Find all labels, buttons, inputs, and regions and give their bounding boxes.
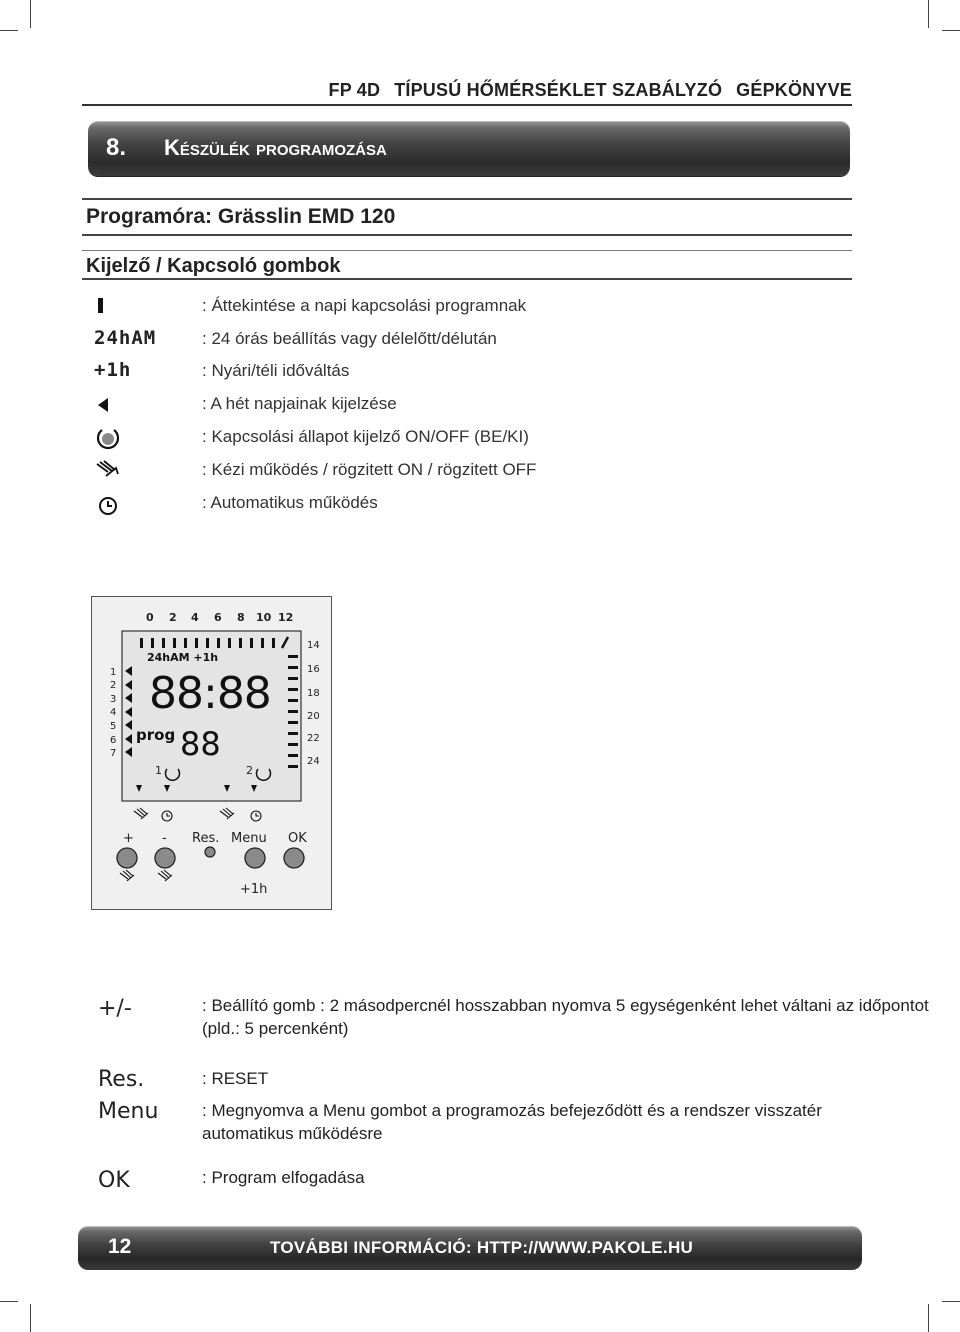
ok-button-label: OK [288,831,307,846]
crop-mark [942,30,960,31]
right-scale-label: 22 [307,733,320,744]
lcd-mode-indicator: 24hAM +1h [147,651,219,664]
footer-info-link[interactable]: TOVÁBBI INFORMÁCIÓ: HTTP://WWW.PAKOLE.HU [270,1238,694,1257]
res-button[interactable] [205,847,215,857]
crop-mark [0,30,18,31]
clock-icon [251,811,261,821]
timer-device-illustration [91,596,332,910]
page-header [315,80,853,101]
page-number: 12 [108,1235,132,1258]
crop-mark [942,1301,960,1302]
crop-mark [30,1304,31,1332]
ok-button[interactable] [284,848,304,868]
divider [82,250,852,251]
symbol-description: : Kapcsolási állapot kijelző ON/OFF (BE/KI) [202,427,529,446]
lcd-time-display: 88:88 [149,668,271,719]
plus-1h-icon: +1h [94,359,132,381]
hand-icon [120,870,134,881]
symbol-row [84,292,854,320]
hand-icon [94,458,184,482]
day-label: 2 [110,680,117,691]
day-label: 4 [110,707,117,718]
symbol-row [84,423,854,451]
menu-button[interactable] [245,848,265,868]
day-label: 1 [110,667,117,678]
symbol-row [84,357,854,385]
hand-icon [220,808,234,819]
day-label: 7 [110,748,117,759]
symbol-description: : Nyári/téli időváltás [202,361,350,380]
button-description-row [84,994,929,1044]
symbol-row [84,456,854,484]
right-scale-label: 14 [307,640,320,651]
divider [82,278,852,280]
prog-digits: 88 [180,725,221,763]
menu-button-label: Menu [231,831,267,846]
day-label: 3 [110,694,117,705]
plus-button[interactable] [117,848,137,868]
crop-mark [30,0,31,28]
clock-icon [162,811,172,821]
button-description: : Megnyomva a Menu gombot a programozás befejeződött és a rendszer visszatér automatikus működésre [202,1101,822,1143]
button-description: : Program elfogadása [202,1168,365,1187]
button-label: Res. [98,1067,145,1092]
minus-button-label: - [162,831,167,846]
left-triangle-icon [94,392,184,416]
button-description: : Beállító gomb : 2 másodpercnél hosszabban nyomva 5 egységenként lehet váltani az időpontot (pld.: 5 percenként) [202,996,929,1038]
24h-am-icon: 24hAM [94,327,157,349]
divider [82,198,852,200]
symbol-description: : Áttekintése a napi kapcsolási programnak [202,296,527,315]
footer-bar [78,1226,862,1270]
button-label: +/- [98,996,132,1021]
clock-icon [94,491,184,515]
right-scale-label: 18 [307,688,320,699]
divider [82,234,852,236]
channel-1-label: 1 [155,764,162,777]
page-subtitle: Programóra: Grässlin EMD 120 [86,205,396,228]
plus-button-label: + [123,831,134,846]
symbol-description: : Kézi működés / rögzitett ON / rögzitett OFF [202,460,537,479]
minus-button[interactable] [155,848,175,868]
header-rule [82,104,852,106]
symbol-row [84,390,854,418]
crop-mark [928,0,929,28]
top-scale-label: 12 [278,611,294,624]
button-description-row [84,1067,854,1095]
crop-mark [928,1304,929,1332]
prog-label: prog [136,726,176,744]
bar-segment-icon [94,294,184,318]
section-banner [88,121,850,176]
hand-icon [158,870,172,881]
header-model: FP 4D [328,80,381,100]
res-button-label: Res. [192,831,220,846]
header-manual: GÉPKÖNYVE [736,80,852,100]
top-scale-label: 8 [237,611,245,624]
right-scale-label: 24 [307,756,320,767]
symbol-description: : Automatikus működés [202,493,378,512]
symbol-row [84,489,854,517]
symbol-row [84,325,854,353]
button-description-row [84,1099,854,1149]
top-scale-label: 4 [191,611,199,624]
section-number: 8. [106,134,127,161]
button-label: Menu [98,1099,159,1124]
crop-mark [0,1301,18,1302]
header-type: TÍPUSÚ HŐMÉRSÉKLET SZABÁLYZÓ [394,80,723,100]
plus-1h-label: +1h [240,882,268,897]
top-scale-label: 0 [146,611,154,624]
hand-icon [134,808,148,819]
right-scale-label: 16 [307,664,320,675]
button-description: : RESET [202,1069,269,1088]
page-subheading: Kijelző / Kapcsoló gombok [86,255,341,277]
day-label: 6 [110,735,117,746]
symbol-description: : 24 órás beállítás vagy délelőtt/délután [202,329,497,348]
right-scale-label: 20 [307,711,320,722]
top-scale-label: 2 [169,611,177,624]
switch-state-icon [94,425,184,449]
button-description-row [84,1166,854,1194]
section-title: Készülék programozása [164,135,387,160]
day-label: 5 [110,721,117,732]
top-scale-label: 10 [256,611,272,624]
top-scale-label: 6 [214,611,222,624]
symbol-description: : A hét napjainak kijelzése [202,394,397,413]
button-label: OK [98,1168,130,1193]
channel-2-label: 2 [246,764,253,777]
